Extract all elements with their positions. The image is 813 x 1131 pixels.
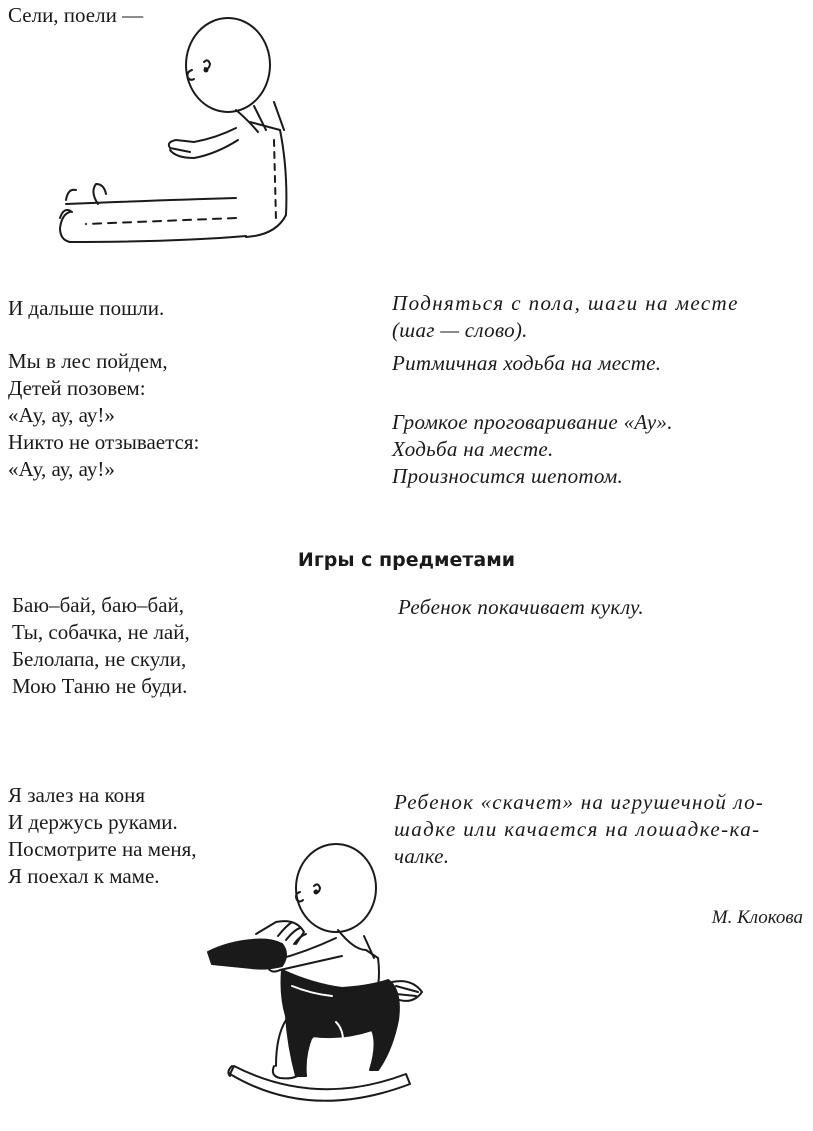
rocking-horse-child-icon [196,826,426,1126]
verse-line: Детей позовем: [8,376,146,400]
note-line: Ритмичная ходьба на месте. [392,351,662,375]
sitting-child-icon [36,10,306,250]
note-line: (шаг — слово). [392,318,528,342]
verse-line: Посмотрите на меня, [8,837,197,861]
verse-line: Баю–бай, баю–бай, [12,593,184,617]
verse-line: Никто не отзывается: [8,430,200,454]
note-line: чалке. [394,844,450,868]
note-line: Громкое проговаривание «Ау». [392,410,673,434]
section-heading: Игры с предметами [297,549,516,571]
verse-line: «Ау, ау, ау!» [8,457,115,481]
note-line: Произносится шепотом. [392,464,624,488]
note-horse [394,789,764,870]
verse-lullaby [12,592,190,700]
verse-forest [8,348,199,483]
verse-line: Я залез на коня [8,783,146,807]
verse-line: Белолапа, не скули, [12,647,187,671]
note-line: шадке или качается на лошадке-ка- [394,817,761,841]
note-forest-bottom [392,409,673,490]
author-signature: М. Клокова [711,907,803,928]
verse-walk [8,295,164,322]
verse-line: Мою Таню не буди. [12,674,188,698]
verse-line: Сели, поели — [8,3,144,27]
note-line: Ребенок покачивает куклу. [398,595,644,619]
verse-line: «Ау, ау, ау!» [8,403,115,427]
note-line: Ходьба на месте. [392,437,554,461]
note-forest-top [392,350,661,377]
verse-line: И дальше пошли. [8,296,165,320]
verse-line: Мы в лес пойдем, [8,349,168,373]
verse-line: Я поехал к маме. [8,864,160,888]
note-line: Ребенок «скачет» на игрушечной ло- [394,790,765,814]
note-walk [392,290,739,344]
verse-horse [8,782,197,890]
verse-line: И держусь руками. [8,810,178,834]
note-lullaby [398,594,644,621]
verse-line: Ты, собачка, не лай, [12,620,190,644]
note-line: Подняться с пола, шаги на месте [392,291,739,315]
